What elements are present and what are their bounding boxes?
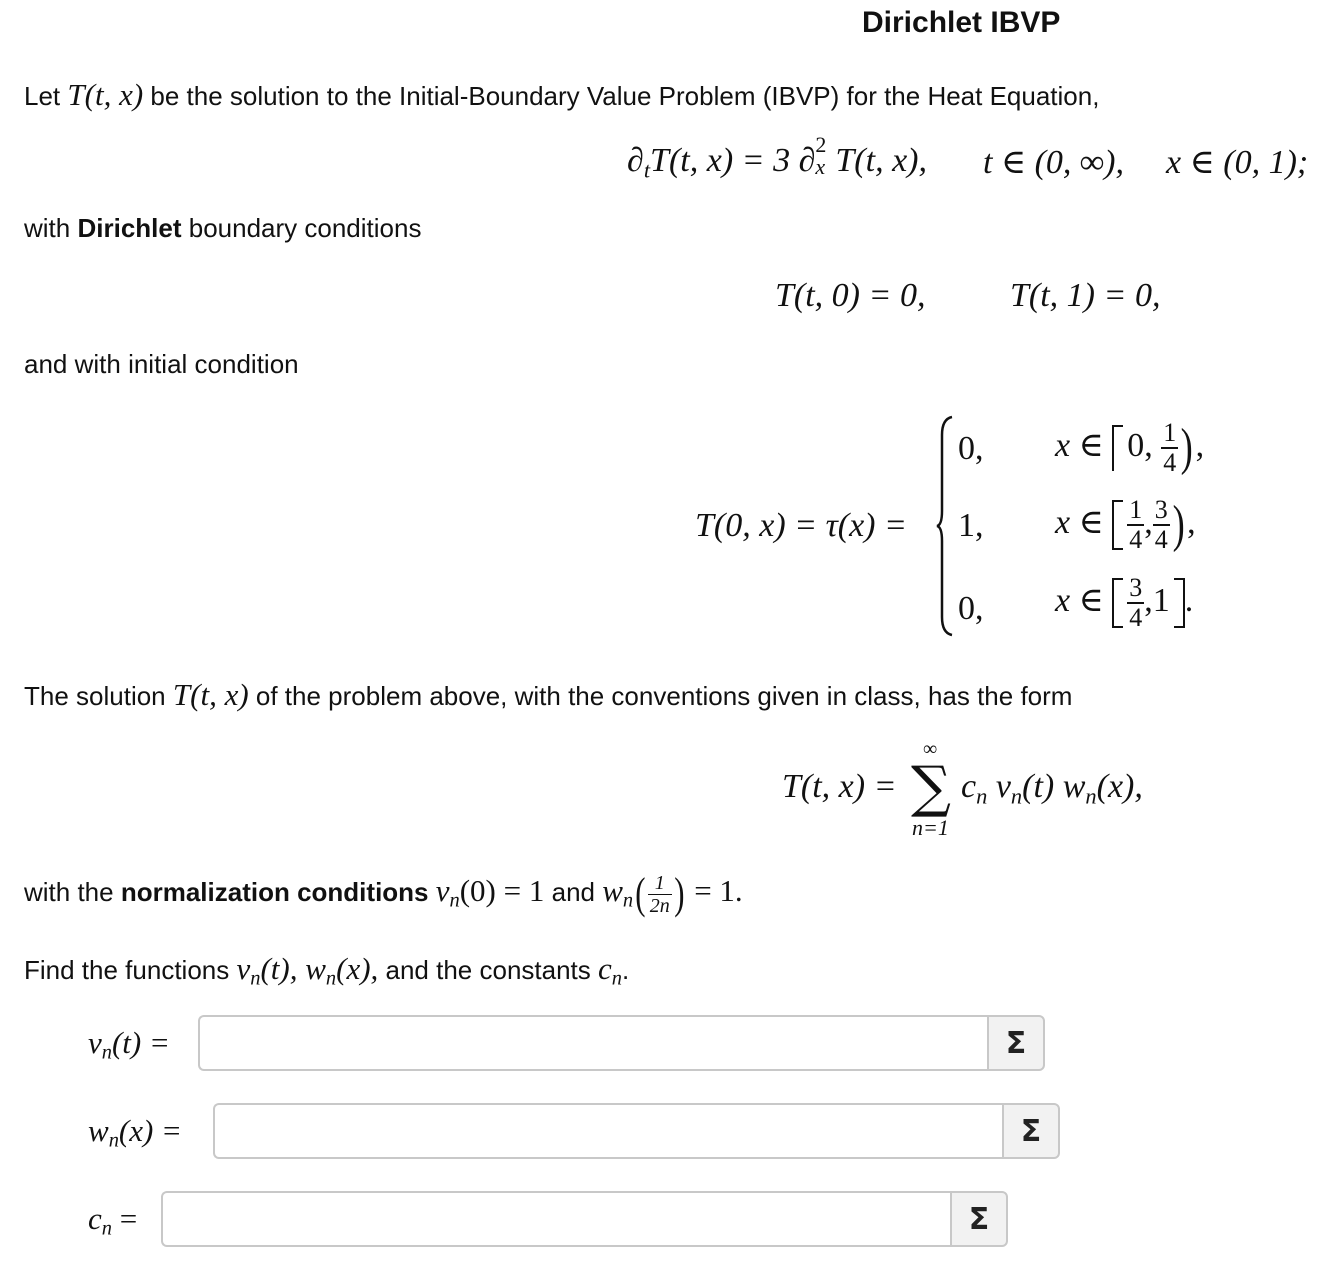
intro-tx: T(t, x) — [67, 77, 144, 112]
vn-input[interactable] — [198, 1015, 988, 1071]
series-sum-top: ∞ — [923, 738, 938, 760]
ic-case3-end: . — [1184, 581, 1194, 619]
ic-case1-a: 0, — [1127, 426, 1153, 464]
find-text — [24, 951, 629, 991]
find-w: w — [305, 951, 326, 986]
answer-v-label — [88, 1025, 170, 1065]
heat-eq-d2-sup: 2 — [815, 132, 827, 157]
ic-text: and with initial condition — [24, 349, 299, 379]
wn-input[interactable] — [213, 1103, 1003, 1159]
norm-frac — [648, 873, 672, 916]
solution-prefix: The solution — [24, 681, 166, 711]
ic-case2-b-den: 4 — [1154, 525, 1168, 554]
norm-frac-den: 2n — [649, 894, 670, 917]
ic-case2-xin: x ∈ — [1055, 503, 1104, 541]
ic-case2-b-num: 3 — [1154, 495, 1168, 524]
heat-eq-t-sub: t — [643, 157, 651, 183]
ic-case3-b: ,1 — [1144, 581, 1170, 619]
sum-symbol: ∑ — [911, 755, 951, 820]
answer-c-var: c — [88, 1201, 102, 1236]
find-c: c — [598, 951, 612, 986]
series-lhs: T(t, x) = — [782, 768, 897, 805]
ic-case1-xin: x ∈ — [1055, 426, 1104, 464]
wn-sigma-button[interactable]: Σ — [1002, 1103, 1060, 1159]
norm-w-sub: n — [622, 889, 634, 912]
ic-case3-open-bracket — [1112, 578, 1123, 628]
bc-suffix: boundary conditions — [188, 213, 422, 243]
bc-bold: Dirichlet — [77, 213, 182, 243]
ic-case2-a-den: 4 — [1129, 525, 1143, 554]
ic-case2-comma: , — [1144, 503, 1153, 541]
answer-v-sub: n — [101, 1041, 112, 1064]
answer-v-arg: (t) = — [111, 1025, 170, 1060]
ic-case1-open-bracket — [1112, 425, 1123, 471]
norm-v-sub: n — [449, 889, 460, 912]
solution-text — [24, 677, 1072, 713]
answer-w-var: w — [88, 1113, 109, 1148]
norm-frac-num: 1 — [648, 873, 672, 895]
norm-open-paren: ( — [635, 869, 646, 918]
norm-bold: normalization conditions — [120, 877, 429, 908]
series-sum-bottom: n=1 — [912, 815, 949, 840]
heat-eq-lhs: T(t, x) = 3 ∂ — [650, 142, 816, 179]
cn-sigma-button[interactable]: Σ — [950, 1191, 1008, 1247]
answer-c-arg: = — [119, 1201, 138, 1236]
series-v-sub: n — [1010, 783, 1023, 809]
ic-case2-close-paren: ) — [1172, 496, 1185, 553]
norm-v0: (0) = 1 — [459, 873, 545, 909]
vn-sigma-button[interactable]: Σ — [987, 1015, 1045, 1071]
x-domain: x ∈ (0, 1); — [1166, 144, 1309, 181]
ic-case1-frac — [1161, 420, 1178, 476]
bc-text — [24, 213, 421, 244]
answer-c-sub: n — [101, 1217, 112, 1240]
ic-case3-xin: x ∈ — [1055, 581, 1104, 619]
norm-w: w — [602, 873, 623, 909]
ic-case1-cond — [1055, 420, 1204, 476]
norm-close-paren: ) — [673, 869, 685, 918]
cn-input[interactable] — [161, 1191, 951, 1247]
norm-and: and — [551, 877, 595, 908]
ic-case3-cond — [1055, 575, 1193, 631]
answer-c-label — [88, 1201, 137, 1241]
heat-eq-partial: ∂ — [627, 142, 644, 179]
ic-lhs: T(0, x) = τ(x) = — [695, 507, 907, 544]
norm-end: = 1. — [694, 873, 743, 909]
ic-case3-a-num: 3 — [1129, 573, 1143, 602]
ic-case1-frac-num: 1 — [1163, 418, 1177, 447]
bc-prefix: with — [24, 213, 71, 243]
t-domain: t ∈ (0, ∞), — [983, 144, 1124, 181]
series-rhs — [961, 768, 1143, 809]
answer-w-sub: n — [108, 1129, 119, 1152]
ic-case2-frac-a — [1127, 497, 1144, 553]
find-prefix: Find the functions — [24, 955, 230, 985]
heat-eq-rhs: T(t, x), — [835, 142, 927, 179]
find-c-sub: n — [611, 967, 622, 990]
series-w: w — [1062, 768, 1086, 805]
left-brace — [936, 415, 954, 637]
series-c-sub: n — [976, 783, 988, 809]
series-vt: (t) — [1022, 768, 1055, 805]
answer-v-var: v — [88, 1025, 102, 1060]
answer-w-label — [88, 1113, 182, 1153]
find-v: v — [236, 951, 251, 986]
answer-w-arg: (x) = — [118, 1113, 182, 1148]
find-vt: (t), — [260, 951, 298, 986]
page-title: Dirichlet IBVP — [862, 6, 1061, 39]
ic-case3-a-den: 4 — [1129, 603, 1143, 632]
find-mid: and the constants — [385, 955, 591, 985]
ic-case3-value: 0, — [958, 590, 984, 627]
ic-case1-value: 0, — [958, 430, 984, 467]
find-w-sub: n — [325, 967, 337, 990]
series-w-sub: n — [1085, 783, 1097, 809]
intro-text — [24, 77, 1099, 113]
series-v: v — [995, 768, 1011, 805]
ic-case2-open-bracket — [1112, 500, 1123, 550]
series-c: c — [961, 768, 977, 805]
ic-case2-value: 1, — [958, 507, 984, 544]
find-v-sub: n — [250, 967, 261, 990]
ic-case2-frac-b — [1153, 497, 1170, 553]
series-wx: (x), — [1096, 768, 1143, 805]
heat-equation — [627, 132, 927, 183]
ic-case2-end: , — [1187, 503, 1196, 541]
bc-right: T(t, 1) = 0, — [1010, 277, 1161, 314]
solution-tx: T(t, x) — [172, 677, 249, 712]
normalization-text — [24, 869, 743, 918]
ic-case2-cond — [1055, 497, 1196, 553]
norm-prefix: with the — [24, 877, 114, 908]
ic-case2-a-num: 1 — [1129, 495, 1143, 524]
norm-v: v — [435, 873, 450, 909]
ic-case3-frac-a — [1127, 575, 1144, 631]
ic-case3-close-bracket — [1174, 578, 1185, 628]
ic-case1-close-paren: ) — [1180, 419, 1193, 476]
heat-eq-d2-sub: x — [815, 154, 826, 179]
find-wx: (x), — [336, 951, 379, 986]
intro-rest: be the solution to the Initial-Boundary Value Problem (IBVP) for the Heat Equation, — [150, 81, 1100, 111]
ic-case1-end: , — [1195, 426, 1205, 464]
solution-suffix: of the problem above, with the conventions given in class, has the form — [255, 681, 1073, 711]
bc-left: T(t, 0) = 0, — [775, 277, 926, 314]
ic-case1-frac-den: 4 — [1163, 448, 1177, 477]
find-end: . — [622, 955, 630, 985]
intro-let: Let — [24, 81, 61, 111]
